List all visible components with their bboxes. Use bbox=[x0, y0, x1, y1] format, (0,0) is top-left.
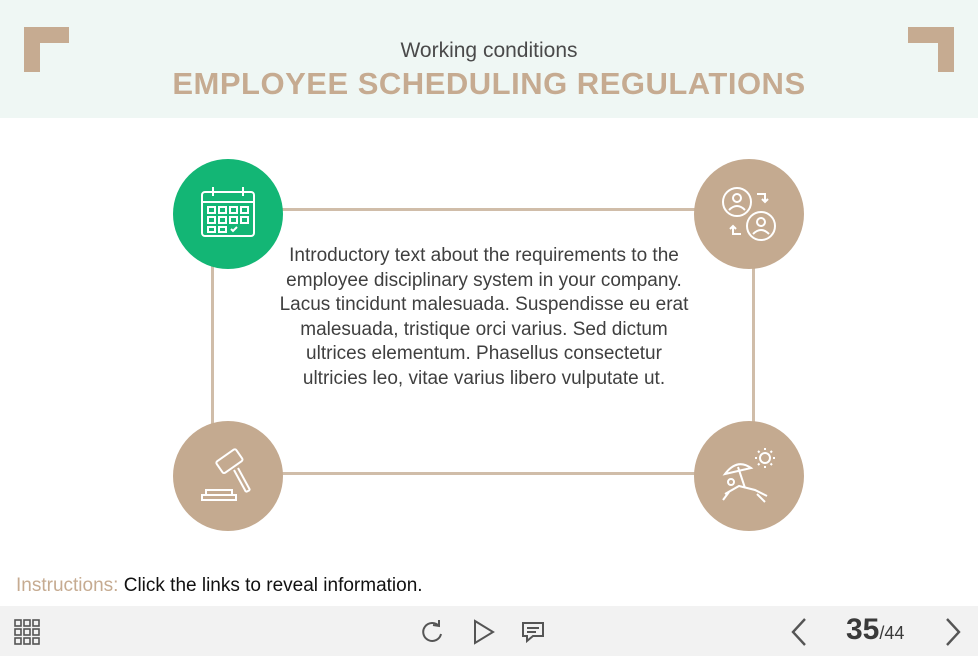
play-icon bbox=[472, 619, 496, 645]
body-text: Lacus tincidunt malesuada. Suspendisse eu erat malesuada, tristique orci varius. Sed dictum ultrices elementum. Phasellus consectetur ultricies leo, vitae varius libero vulputate ut. bbox=[279, 294, 689, 389]
next-arrow-icon bbox=[943, 617, 963, 647]
instructions-label: Instructions: bbox=[16, 575, 119, 596]
menu-grid-icon bbox=[14, 619, 40, 645]
total-pages: /44 bbox=[879, 623, 905, 643]
topic-button-calendar[interactable] bbox=[173, 159, 283, 269]
comment-button[interactable] bbox=[521, 621, 545, 643]
intro-text: Introductory text about the requirements to the employee disciplinary system in your company. bbox=[286, 245, 682, 291]
gavel-icon bbox=[196, 444, 260, 508]
replay-icon bbox=[419, 620, 445, 646]
calendar-icon bbox=[196, 182, 260, 246]
instructions-text: Click the links to reveal information. bbox=[123, 575, 423, 596]
header bbox=[0, 0, 978, 118]
prev-arrow-icon bbox=[789, 617, 809, 647]
topic-button-shift-swap[interactable] bbox=[694, 159, 804, 269]
topic-content bbox=[276, 244, 692, 392]
prev-button[interactable] bbox=[789, 617, 809, 647]
vacation-icon bbox=[717, 444, 781, 508]
current-page: 35 bbox=[846, 613, 880, 646]
menu-button[interactable] bbox=[14, 619, 40, 645]
page-title: EMPLOYEE SCHEDULING REGULATIONS bbox=[172, 66, 806, 101]
comment-icon bbox=[521, 621, 545, 643]
replay-button[interactable] bbox=[419, 620, 445, 646]
next-button[interactable] bbox=[943, 617, 963, 647]
page-subtitle: Working conditions bbox=[400, 39, 578, 62]
play-button[interactable] bbox=[472, 619, 496, 645]
instructions bbox=[16, 575, 423, 597]
shift-swap-icon bbox=[717, 182, 781, 246]
page-counter bbox=[846, 613, 904, 647]
topic-button-vacation[interactable] bbox=[694, 421, 804, 531]
topic-button-gavel[interactable] bbox=[173, 421, 283, 531]
